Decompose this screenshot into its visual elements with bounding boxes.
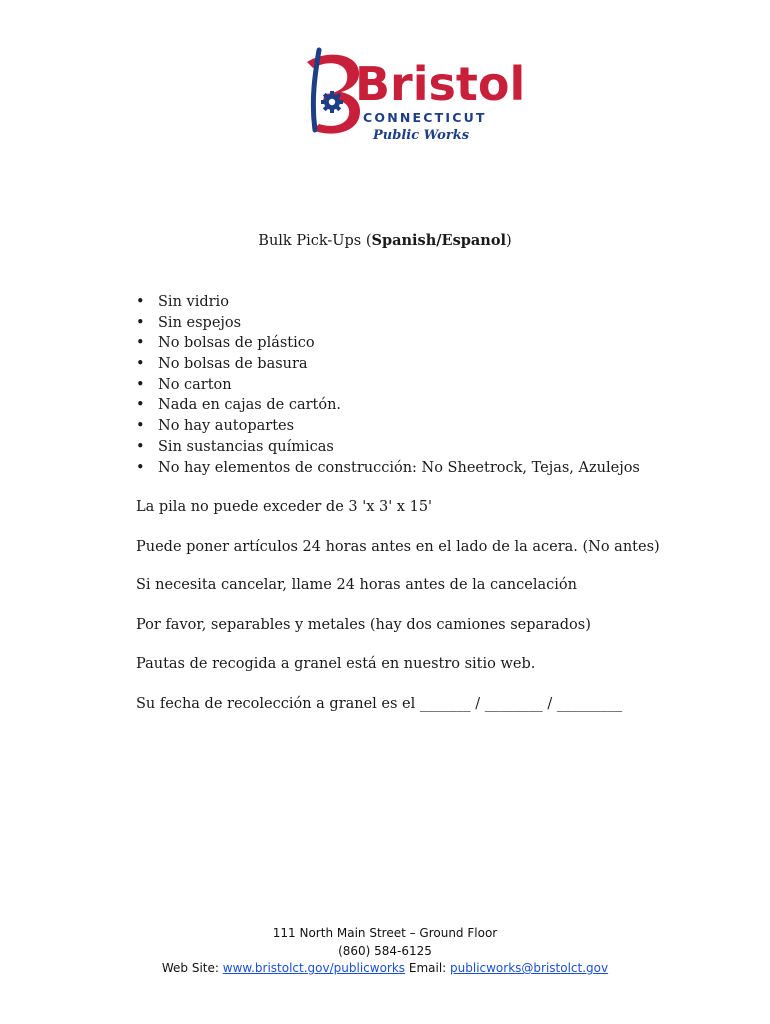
- list-item: • No hay autopartes: [136, 416, 640, 437]
- logo-state: CONNECTICUT: [363, 110, 487, 125]
- collection-date-line: Su fecha de recolección a granel es el _______ / ________ / _________: [136, 696, 623, 712]
- gear-icon: [321, 91, 343, 113]
- guidelines-text: Pautas de recogida a granel está en nuestro sitio web.: [136, 656, 536, 672]
- pickup-rules-list: [136, 292, 640, 478]
- separate-text: Por favor, separables y metales (hay dos camiones separados): [136, 617, 591, 633]
- title-suffix: ): [506, 233, 512, 249]
- title-prefix: Bulk Pick-Ups (: [258, 233, 372, 249]
- website-label: Web Site:: [161, 961, 223, 975]
- list-item: • Nada en cajas de cartón.: [136, 395, 640, 416]
- list-item: • Sin sustancias químicas: [136, 437, 640, 458]
- logo-graphic: [285, 44, 526, 154]
- title-language: Spanish/Espanol: [371, 232, 507, 249]
- email-label: Email:: [405, 961, 451, 975]
- list-item: • Sin espejos: [136, 313, 640, 334]
- placement-text: Puede poner artículos 24 horas antes en el lado de la acera. (No antes): [136, 539, 660, 555]
- logo-department: Public Works: [373, 128, 470, 143]
- list-item: • Sin vidrio: [136, 292, 640, 313]
- website-link[interactable]: www.bristolct.gov/publicworks: [222, 961, 406, 975]
- list-item: • No carton: [136, 375, 640, 396]
- email-link[interactable]: publicworks@bristolct.gov: [450, 961, 609, 975]
- footer-phone: (860) 584-6125: [338, 943, 432, 958]
- page-title: [0, 232, 770, 249]
- logo-name: Bristol: [355, 57, 526, 111]
- footer: [0, 925, 770, 978]
- footer-address: 111 North Main Street – Ground Floor: [272, 926, 498, 940]
- cancel-text: Si necesita cancelar, llame 24 horas antes de la cancelación: [136, 577, 577, 593]
- list-item: • No bolsas de basura: [136, 354, 640, 375]
- footer-contact: [0, 960, 770, 978]
- bristol-public-works-logo: [285, 44, 526, 154]
- list-item: • No hay elementos de construcción: No Sheetrock, Tejas, Azulejos: [136, 458, 640, 479]
- list-item: • No bolsas de plástico: [136, 333, 640, 354]
- pile-limit-text: La pila no puede exceder de 3 'x 3' x 15': [136, 499, 433, 515]
